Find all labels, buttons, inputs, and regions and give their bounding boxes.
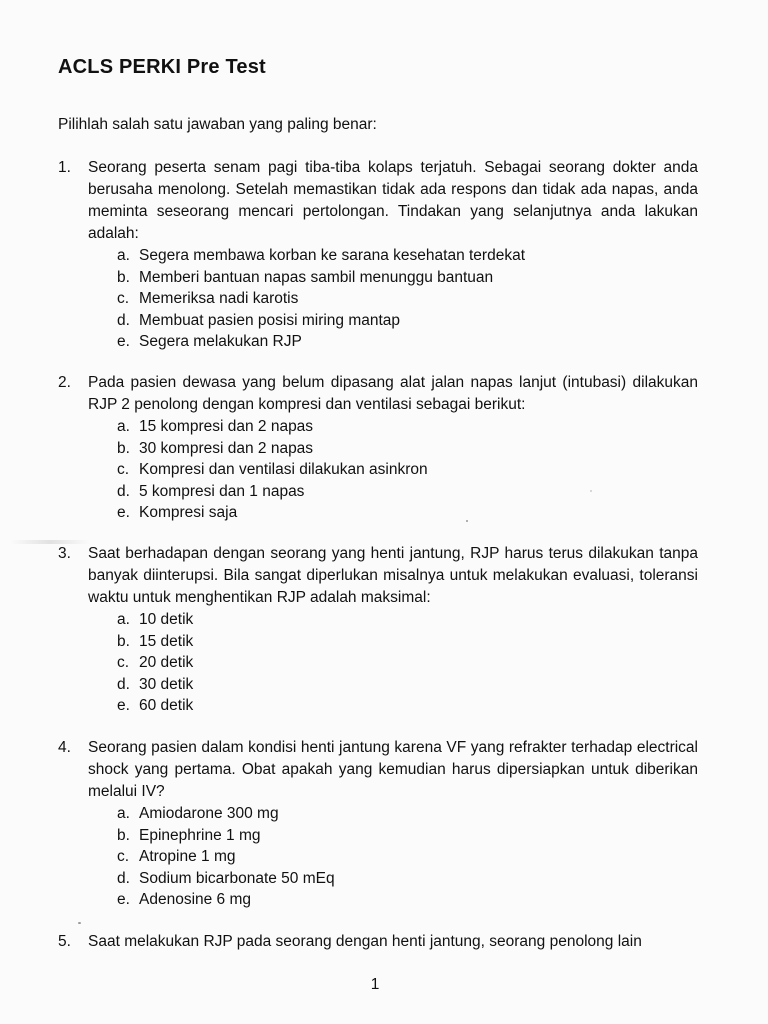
option-letter: d. xyxy=(117,869,130,887)
option-letter: b. xyxy=(117,826,130,844)
question-number: 5. xyxy=(58,933,71,950)
question-4 xyxy=(58,737,698,911)
option-letter: a. xyxy=(117,805,130,822)
option-letter: b. xyxy=(117,268,130,286)
question-2 xyxy=(58,372,698,524)
question-number: 3. xyxy=(58,545,71,562)
option-text: Epinephrine 1 mg xyxy=(139,826,261,844)
option-text: Memberi bantuan napas sambil menunggu bantuan xyxy=(139,268,494,286)
option-letter: a. xyxy=(117,418,130,435)
question-stem: Saat berhadapan dengan seorang yang henti jantung, RJP harus terus dilakukan tanpa banyak diinterupsi. Bila sangat diperlukan misalnya untuk melakukan evaluasi, toleransi waktu untuk menghentikan RJP adalah maksimal: xyxy=(88,545,698,606)
question-number: 2. xyxy=(58,374,71,391)
question-number: 1. xyxy=(58,159,71,176)
option-letter: e. xyxy=(117,333,130,350)
answer-option xyxy=(117,652,698,674)
option-text: Segera membawa korban ke sarana kesehatan terdekat xyxy=(139,247,526,264)
option-letter: c. xyxy=(117,290,130,307)
option-letter: d. xyxy=(117,482,130,500)
option-letter: b. xyxy=(117,632,130,650)
option-text: Kompresi dan ventilasi dilakukan asinkron xyxy=(139,461,428,478)
answer-option xyxy=(117,459,698,481)
option-text: 5 kompresi dan 1 napas xyxy=(139,482,305,500)
question-number: 4. xyxy=(58,739,71,756)
option-text: Kompresi saja xyxy=(139,504,238,521)
answer-options xyxy=(58,803,698,911)
option-text: Segera melakukan RJP xyxy=(139,333,302,350)
answer-option xyxy=(117,481,698,503)
document-title: ACLS PERKI Pre Test xyxy=(58,56,266,78)
answer-options xyxy=(58,416,698,524)
instruction-text: Pilihlah salah satu jawaban yang paling benar: xyxy=(58,116,377,133)
answer-option xyxy=(117,825,698,847)
option-text: Membuat pasien posisi miring mantap xyxy=(139,311,401,329)
answer-option xyxy=(117,631,698,653)
option-letter: c. xyxy=(117,654,130,671)
option-text: 30 kompresi dan 2 napas xyxy=(139,439,314,457)
answer-option xyxy=(117,416,698,438)
option-text: Atropine 1 mg xyxy=(139,848,236,865)
question-stem: Saat melakukan RJP pada seorang dengan henti jantung, seorang penolong lain xyxy=(88,933,642,950)
question-stem: Seorang pasien dalam kondisi henti jantung karena VF yang refrakter terhadap electrical shock yang pertama. Obat apakah yang kemudian harus dipersiapkan untuk diberikan melalui IV? xyxy=(88,739,698,800)
question-stem: Seorang peserta senam pagi tiba-tiba kolaps terjatuh. Sebagai seorang dokter anda berusaha menolong. Setelah memastikan tidak ada respons dan tidak ada napas, anda meminta seseorang mencari pertolongan. Tindakan yang selanjutnya anda lakukan adalah: xyxy=(88,159,698,242)
answer-option xyxy=(117,331,698,353)
answer-option xyxy=(117,245,698,267)
answer-option xyxy=(117,438,698,460)
answer-option xyxy=(117,868,698,890)
question-5 xyxy=(58,931,698,953)
answer-option xyxy=(117,889,698,911)
answer-option xyxy=(117,288,698,310)
answer-option xyxy=(117,803,698,825)
option-text: 60 detik xyxy=(139,697,194,714)
answer-options xyxy=(58,245,698,353)
answer-option xyxy=(117,609,698,631)
option-letter: c. xyxy=(117,461,130,478)
scan-speck xyxy=(78,922,81,924)
option-letter: e. xyxy=(117,504,130,521)
answer-option xyxy=(117,674,698,696)
option-text: 10 detik xyxy=(139,611,194,628)
option-text: 30 detik xyxy=(139,675,194,693)
answer-option xyxy=(117,310,698,332)
option-letter: b. xyxy=(117,439,130,457)
option-letter: e. xyxy=(117,697,130,714)
page-number: 1 xyxy=(370,976,380,993)
answer-option xyxy=(117,267,698,289)
option-letter: d. xyxy=(117,311,130,329)
question-3 xyxy=(58,543,698,717)
option-letter: e. xyxy=(117,891,130,908)
option-text: 20 detik xyxy=(139,654,194,671)
option-text: Memeriksa nadi karotis xyxy=(139,290,299,307)
answer-options xyxy=(58,609,698,717)
option-letter: d. xyxy=(117,675,130,693)
question-stem: Pada pasien dewasa yang belum dipasang alat jalan napas lanjut (intubasi) dilakukan RJP 2 penolong dengan kompresi dan ventilasi sebagai berikut: xyxy=(88,374,698,413)
option-text: Adenosine 6 mg xyxy=(139,891,252,908)
answer-option xyxy=(117,502,698,524)
option-text: 15 detik xyxy=(139,632,194,650)
answer-option xyxy=(117,846,698,868)
option-letter: a. xyxy=(117,611,130,628)
option-text: Amiodarone 300 mg xyxy=(139,805,279,822)
option-letter: a. xyxy=(117,247,130,264)
answer-option xyxy=(117,695,698,717)
option-text: Sodium bicarbonate 50 mEq xyxy=(139,869,335,887)
option-letter: c. xyxy=(117,848,130,865)
question-1 xyxy=(58,157,698,353)
option-text: 15 kompresi dan 2 napas xyxy=(139,418,314,435)
